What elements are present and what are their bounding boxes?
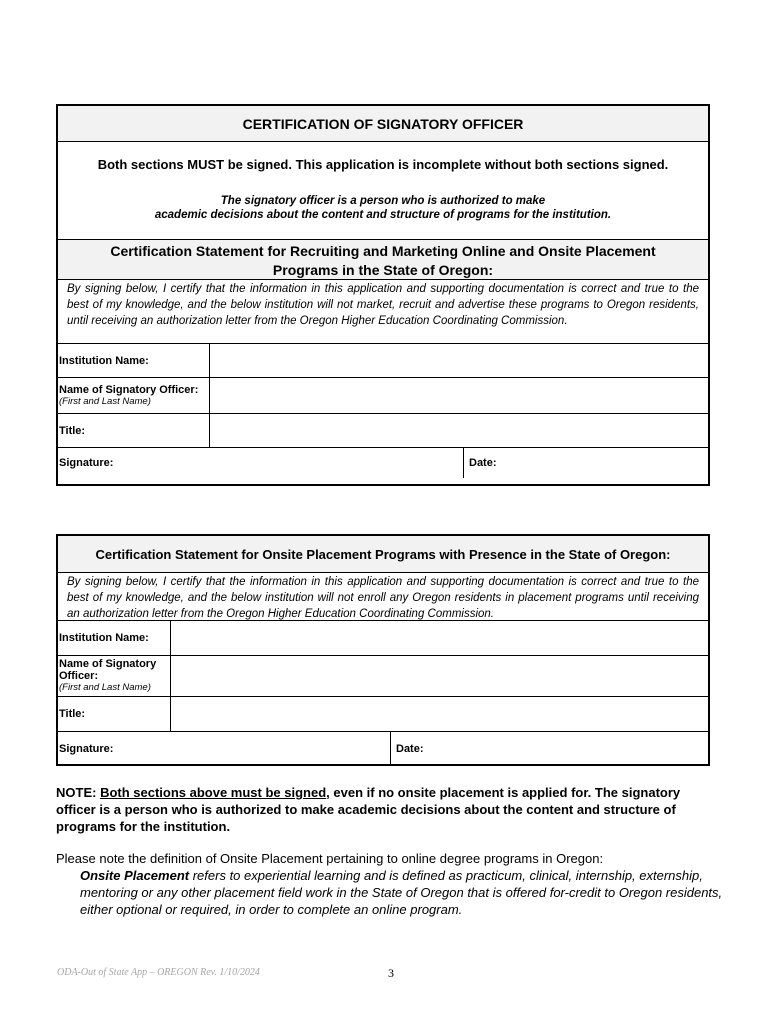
signatory-name-hint: (First and Last Name)	[59, 395, 151, 407]
onsite-intro: Please note the definition of Onsite Placement pertaining to online degree programs in Oregon:	[56, 851, 604, 866]
footer-document-id: ODA-Out of State App – OREGON Rev. 1/10/2024	[57, 967, 260, 978]
note-underlined: Both sections above must be signed	[100, 785, 327, 800]
signing-note	[56, 784, 716, 835]
onsite-definition-text: refers to experiential learning and is defined as practicum, clinical, internship, externship, mentoring or any other placement field work in the State of Oregon that is offered for-credit to Oregon residents, either optional or required, in order to complete an online program.	[80, 868, 723, 917]
signatory-name-field[interactable]	[209, 378, 708, 413]
title-label: Title:	[59, 708, 86, 720]
signature-row	[58, 732, 708, 765]
section-title: CERTIFICATION OF SIGNATORY OFFICER	[58, 106, 708, 142]
signatory-definition-line1: The signatory officer is a person who is authorized to make	[220, 195, 546, 207]
signature-label: Signature:	[59, 742, 114, 755]
title-row	[58, 414, 708, 448]
institution-name-label: Institution Name:	[59, 632, 149, 644]
signature-label: Signature:	[59, 457, 114, 469]
onsite-placement-definition	[56, 850, 736, 918]
title-field[interactable]	[209, 414, 708, 447]
signatory-definition-line2: academic decisions about the content and structure of programs for the institution.	[154, 209, 612, 221]
signatory-certification-section	[56, 104, 710, 486]
signatory-name-label-group	[58, 656, 170, 696]
title-label: Title:	[59, 424, 86, 437]
onsite-definition-body	[56, 867, 736, 918]
signatory-name-label-group	[58, 378, 209, 413]
institution-name-field[interactable]	[170, 621, 708, 655]
date-field[interactable]	[463, 448, 708, 478]
must-sign-notice: Both sections MUST be signed. This application is incomplete without both sections signed.	[97, 157, 669, 172]
certify-text: By signing below, I certify that the information in this application and supporting documentation is correct and true to the best of my knowledge, and the below institution will not market, recruit and advertise these programs to Oregon residents, until receiving an authorization letter from the Oregon Higher Education Coordinating Commission.	[58, 280, 708, 344]
title-field[interactable]	[170, 697, 708, 731]
institution-name-row	[58, 621, 708, 656]
note-prefix: NOTE:	[56, 785, 101, 800]
signature-field[interactable]	[58, 732, 390, 765]
institution-name-label: Institution Name:	[59, 354, 149, 367]
date-label: Date:	[396, 742, 424, 755]
onsite-term: Onsite Placement	[80, 868, 190, 883]
signatory-name-row	[58, 656, 708, 697]
onsite-statement-heading: Certification Statement for Onsite Placement Programs with Presence in the State of Oregon:	[58, 536, 708, 573]
signatory-definition	[58, 172, 708, 222]
institution-name-row	[58, 344, 708, 378]
date-field[interactable]	[390, 732, 708, 765]
title-row	[58, 697, 708, 732]
note-rest: , even if no onsite placement is applied for. The signatory officer is a person who is authorized to make academic decisions about the content and structure of programs for the institution.	[56, 785, 681, 834]
page-number: 3	[388, 966, 394, 980]
signatory-name-hint: (First and Last Name)	[59, 682, 151, 693]
signature-row	[58, 448, 708, 478]
date-label: Date:	[469, 457, 497, 469]
instructions-block	[58, 142, 708, 240]
recruiting-statement-line1: Certification Statement for Recruiting and Marketing Online and Onsite Placement	[110, 243, 656, 259]
recruiting-statement-heading	[58, 240, 708, 280]
onsite-placement-certification-section	[56, 534, 710, 766]
signatory-name-label-line1: Name of Signatory	[59, 658, 157, 670]
institution-name-field[interactable]	[209, 344, 708, 377]
signatory-name-row	[58, 378, 708, 414]
signatory-name-field[interactable]	[170, 656, 708, 696]
signatory-name-label-line2: Officer:	[59, 670, 99, 682]
signatory-name-label: Name of Signatory Officer:	[59, 383, 199, 396]
signature-field[interactable]	[58, 448, 463, 478]
recruiting-statement-line2: Programs in the State of Oregon:	[272, 262, 494, 278]
certify-text: By signing below, I certify that the information in this application and supporting documentation is correct and true to the best of my knowledge, and the below institution will not enroll any Oregon residents in placement programs until receiving an authorization letter from the Oregon Higher Education Coordinating Commission.	[58, 573, 708, 621]
